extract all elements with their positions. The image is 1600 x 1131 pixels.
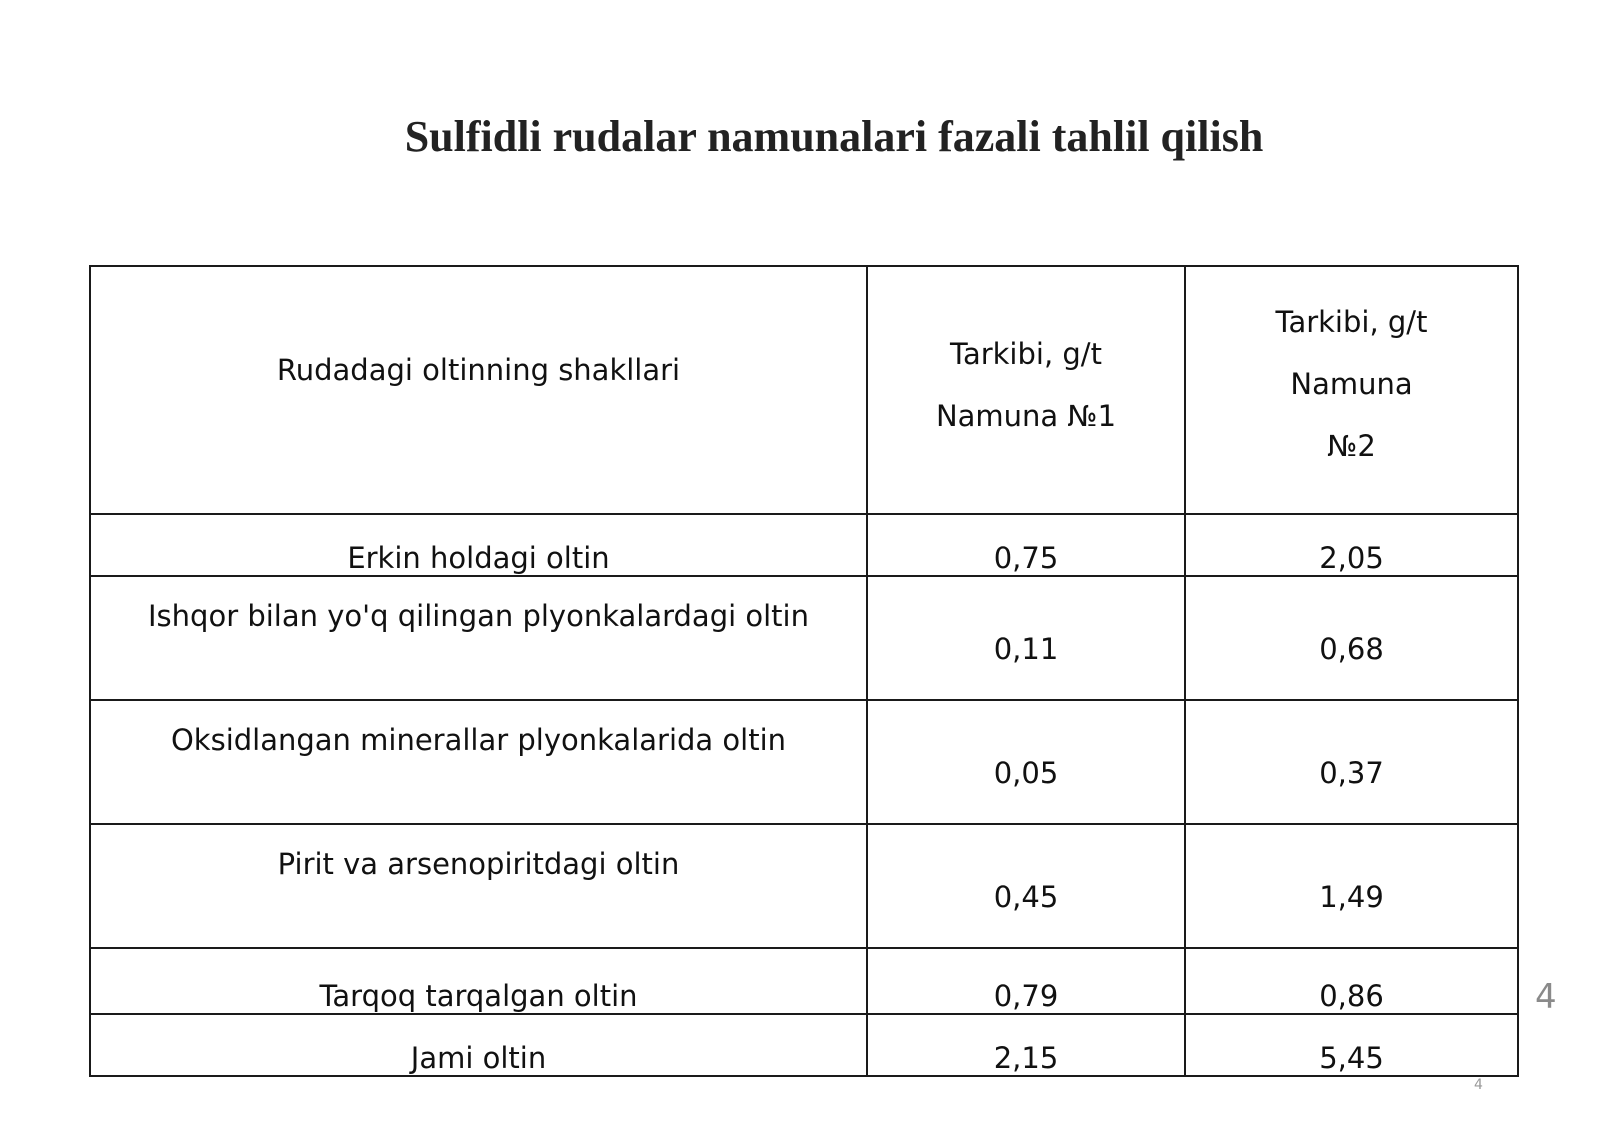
row-label: Ishqor bilan yo'q qilingan plyonkalardagi oltin bbox=[90, 576, 867, 700]
row-label: Pirit va arsenopiritdagi oltin bbox=[90, 824, 867, 948]
header-sample-1-name: Namuna №1 bbox=[935, 399, 1117, 433]
table-row bbox=[90, 948, 1518, 1014]
row-sample-1-value: 0,79 bbox=[867, 948, 1185, 1014]
header-sample-1-content: Tarkibi, g/t bbox=[950, 337, 1102, 371]
row-sample-2-value: 0,37 bbox=[1185, 700, 1518, 824]
table-total-row bbox=[90, 1014, 1518, 1076]
page-number: 4 bbox=[1474, 1077, 1483, 1093]
header-gold-forms-label: Rudadagi oltinning shakllari bbox=[276, 353, 681, 387]
row-label: Oksidlangan minerallar plyonkalarida oltin bbox=[90, 700, 867, 824]
header-sample-2-number: №2 bbox=[1327, 429, 1376, 463]
table-header-row bbox=[90, 266, 1518, 514]
table-row bbox=[90, 824, 1518, 948]
header-sample-2-name: Namuna bbox=[1290, 367, 1413, 401]
gold-forms-table bbox=[89, 265, 1519, 1077]
row-sample-2-value: 2,05 bbox=[1185, 514, 1518, 576]
row-sample-1-value: 0,05 bbox=[867, 700, 1185, 824]
table-row bbox=[90, 576, 1518, 700]
row-sample-2-value: 0,68 bbox=[1185, 576, 1518, 700]
table-row bbox=[90, 700, 1518, 824]
row-label: Erkin holdagi oltin bbox=[90, 514, 867, 576]
row-sample-2-value: 5,45 bbox=[1185, 1014, 1518, 1076]
header-sample-2-content: Tarkibi, g/t bbox=[1275, 305, 1428, 339]
row-sample-2-value: 1,49 bbox=[1185, 824, 1518, 948]
header-sample-1 bbox=[867, 266, 1185, 514]
header-sample-2 bbox=[1185, 266, 1518, 514]
row-label: Jami oltin bbox=[90, 1014, 867, 1076]
row-sample-1-value: 2,15 bbox=[867, 1014, 1185, 1076]
row-sample-2-value: 0,86 bbox=[1185, 948, 1518, 1014]
table-row bbox=[90, 514, 1518, 576]
row-sample-1-value: 0,75 bbox=[867, 514, 1185, 576]
header-gold-forms bbox=[90, 266, 867, 514]
row-sample-1-value: 0,45 bbox=[867, 824, 1185, 948]
row-label: Tarqoq tarqalgan oltin bbox=[90, 948, 867, 1014]
row-sample-1-value: 0,11 bbox=[867, 576, 1185, 700]
slide-number: 4 bbox=[1535, 977, 1557, 1017]
page-title: Sulfidli rudalar namunalari fazali tahlil qilish bbox=[404, 112, 1264, 161]
